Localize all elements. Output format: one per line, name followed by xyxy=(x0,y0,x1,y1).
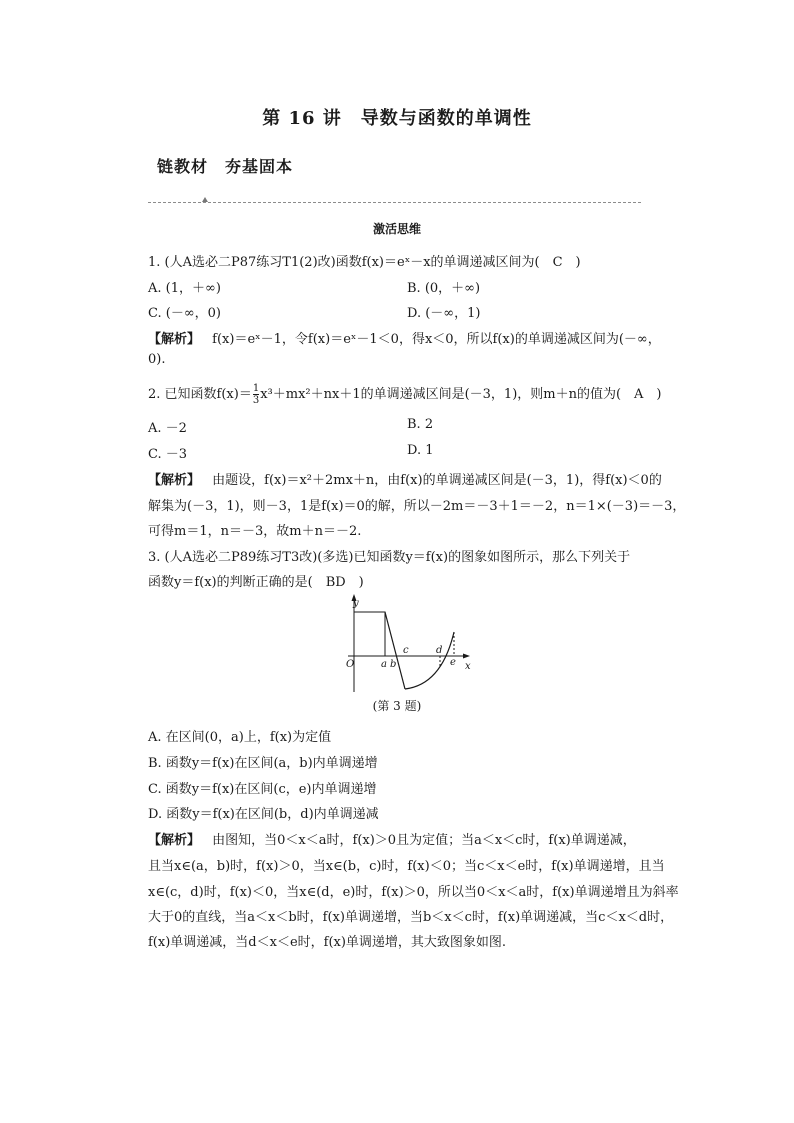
question-1-option-a: A. (1，＋∞) xyxy=(148,281,221,296)
fraction-denominator: 3 xyxy=(252,395,260,406)
question-2-option-a: A. －2 xyxy=(148,421,187,436)
analysis-text: f(x)＝eˣ－1，令f(x)＝eˣ－1＜0，得x＜0，所以f(x)的单调递减区间为(－∞， xyxy=(212,332,661,347)
label-origin: O xyxy=(346,659,355,670)
question-3-stem: 3. (人A选必二P89练习T3改)(多选)已知函数y＝f(x)的图象如图所示，那么下列关于 xyxy=(148,550,631,565)
fraction-numerator: 1 xyxy=(252,383,260,394)
divider-marker-icon xyxy=(202,197,208,202)
stem-start: 2. 已知函数f(x)＝ xyxy=(148,387,252,402)
question-2-option-b: B. 2 xyxy=(407,417,434,432)
label-e: e xyxy=(450,657,456,668)
analysis-text: 由图知，当0＜x＜a时，f(x)＞0且为定值；当a＜x＜c时，f(x)单调递减， xyxy=(212,833,636,848)
label-d: d xyxy=(436,645,443,656)
question-3-analysis-cont-3: 大于0的直线，当a＜x＜b时，f(x)单调递增，当b＜x＜c时，f(x)单调递减，当c＜x＜d时， xyxy=(148,910,674,925)
figure-caption: (第 3 题) xyxy=(372,699,422,713)
section-heading: 链教材 夯基固本 xyxy=(157,157,294,176)
analysis-text: 由题设，f(x)＝x²＋2mx＋n，由f(x)的单调递减区间是(－3，1)，得f(x)＜0的 xyxy=(212,473,662,488)
subsection-title: 激活思维 xyxy=(372,222,421,236)
question-2-analysis-cont-1: 解集为(－3，1)，则－3，1是f(x)＝0的解，所以－2m＝－3＋1＝－2，n＝1×(－3)＝－3， xyxy=(148,499,686,514)
question-3-analysis-cont-4: f(x)单调递减，当d＜x＜e时，f(x)单调递增，其大致图象如图. xyxy=(148,935,507,950)
graph-step-segment xyxy=(354,612,385,656)
question-2-analysis-cont-2: 可得m＝1，n＝－3，故m＋n＝－2. xyxy=(148,524,362,539)
graph-increasing-curve xyxy=(405,632,454,689)
x-axis-arrow-icon xyxy=(463,654,470,659)
analysis-label: 【解析】 xyxy=(148,833,201,848)
question-1-analysis xyxy=(148,328,661,347)
function-graph-figure xyxy=(340,592,480,697)
label-c: c xyxy=(403,645,409,656)
question-3-analysis-cont-2: x∈(c，d)时，f(x)＜0，当x∈(d，e)时，f(x)＞0，所以当0＜x＜a时，f(x)单调递增且为斜率 xyxy=(148,885,679,900)
analysis-label: 【解析】 xyxy=(148,332,201,347)
graph-decreasing-segment xyxy=(385,612,405,689)
fraction xyxy=(253,383,259,406)
question-3-option-a: A. 在区间(0，a)上，f(x)为定值 xyxy=(148,730,332,745)
question-1-analysis-cont: 0). xyxy=(148,352,166,367)
question-1-option-c: C. (－∞，0) xyxy=(148,306,221,321)
question-2-stem xyxy=(148,383,662,406)
label-a: a xyxy=(381,659,387,670)
question-2-option-d: D. 1 xyxy=(407,443,434,458)
analysis-label: 【解析】 xyxy=(148,473,201,488)
divider xyxy=(148,202,641,203)
question-1-stem: 1. (人A选必二P87练习T1(2)改)函数f(x)＝eˣ－x的单调递减区间为( C ) xyxy=(148,255,581,270)
question-2-option-c: C. －3 xyxy=(148,447,188,462)
question-3-option-d: D. 函数y＝f(x)在区间(b，d)内单调递减 xyxy=(148,807,379,822)
question-3-analysis xyxy=(148,829,636,848)
question-3-stem-cont: 函数y＝f(x)的判断正确的是( BD ) xyxy=(148,575,364,590)
label-x: x xyxy=(465,661,471,672)
question-2-analysis xyxy=(148,469,662,488)
question-3-option-c: C. 函数y＝f(x)在区间(c，e)内单调递增 xyxy=(148,782,377,797)
question-1-option-b: B. (0，＋∞) xyxy=(407,281,481,296)
label-y: y xyxy=(353,598,359,609)
question-3-analysis-cont-1: 且当x∈(a，b)时，f(x)＞0，当x∈(b，c)时，f(x)＜0；当c＜x＜e时，f(x)单调递增，且当 xyxy=(148,859,665,874)
page-title: 第 16 讲 导数与函数的单调性 xyxy=(262,108,532,129)
question-3-option-b: B. 函数y＝f(x)在区间(a，b)内单调递增 xyxy=(148,756,378,771)
label-b: b xyxy=(390,659,397,670)
question-1-option-d: D. (－∞，1) xyxy=(407,306,481,321)
stem-end: x³＋mx²＋nx＋1的单调递减区间是(－3，1)，则m＋n的值为( A ) xyxy=(260,387,662,402)
